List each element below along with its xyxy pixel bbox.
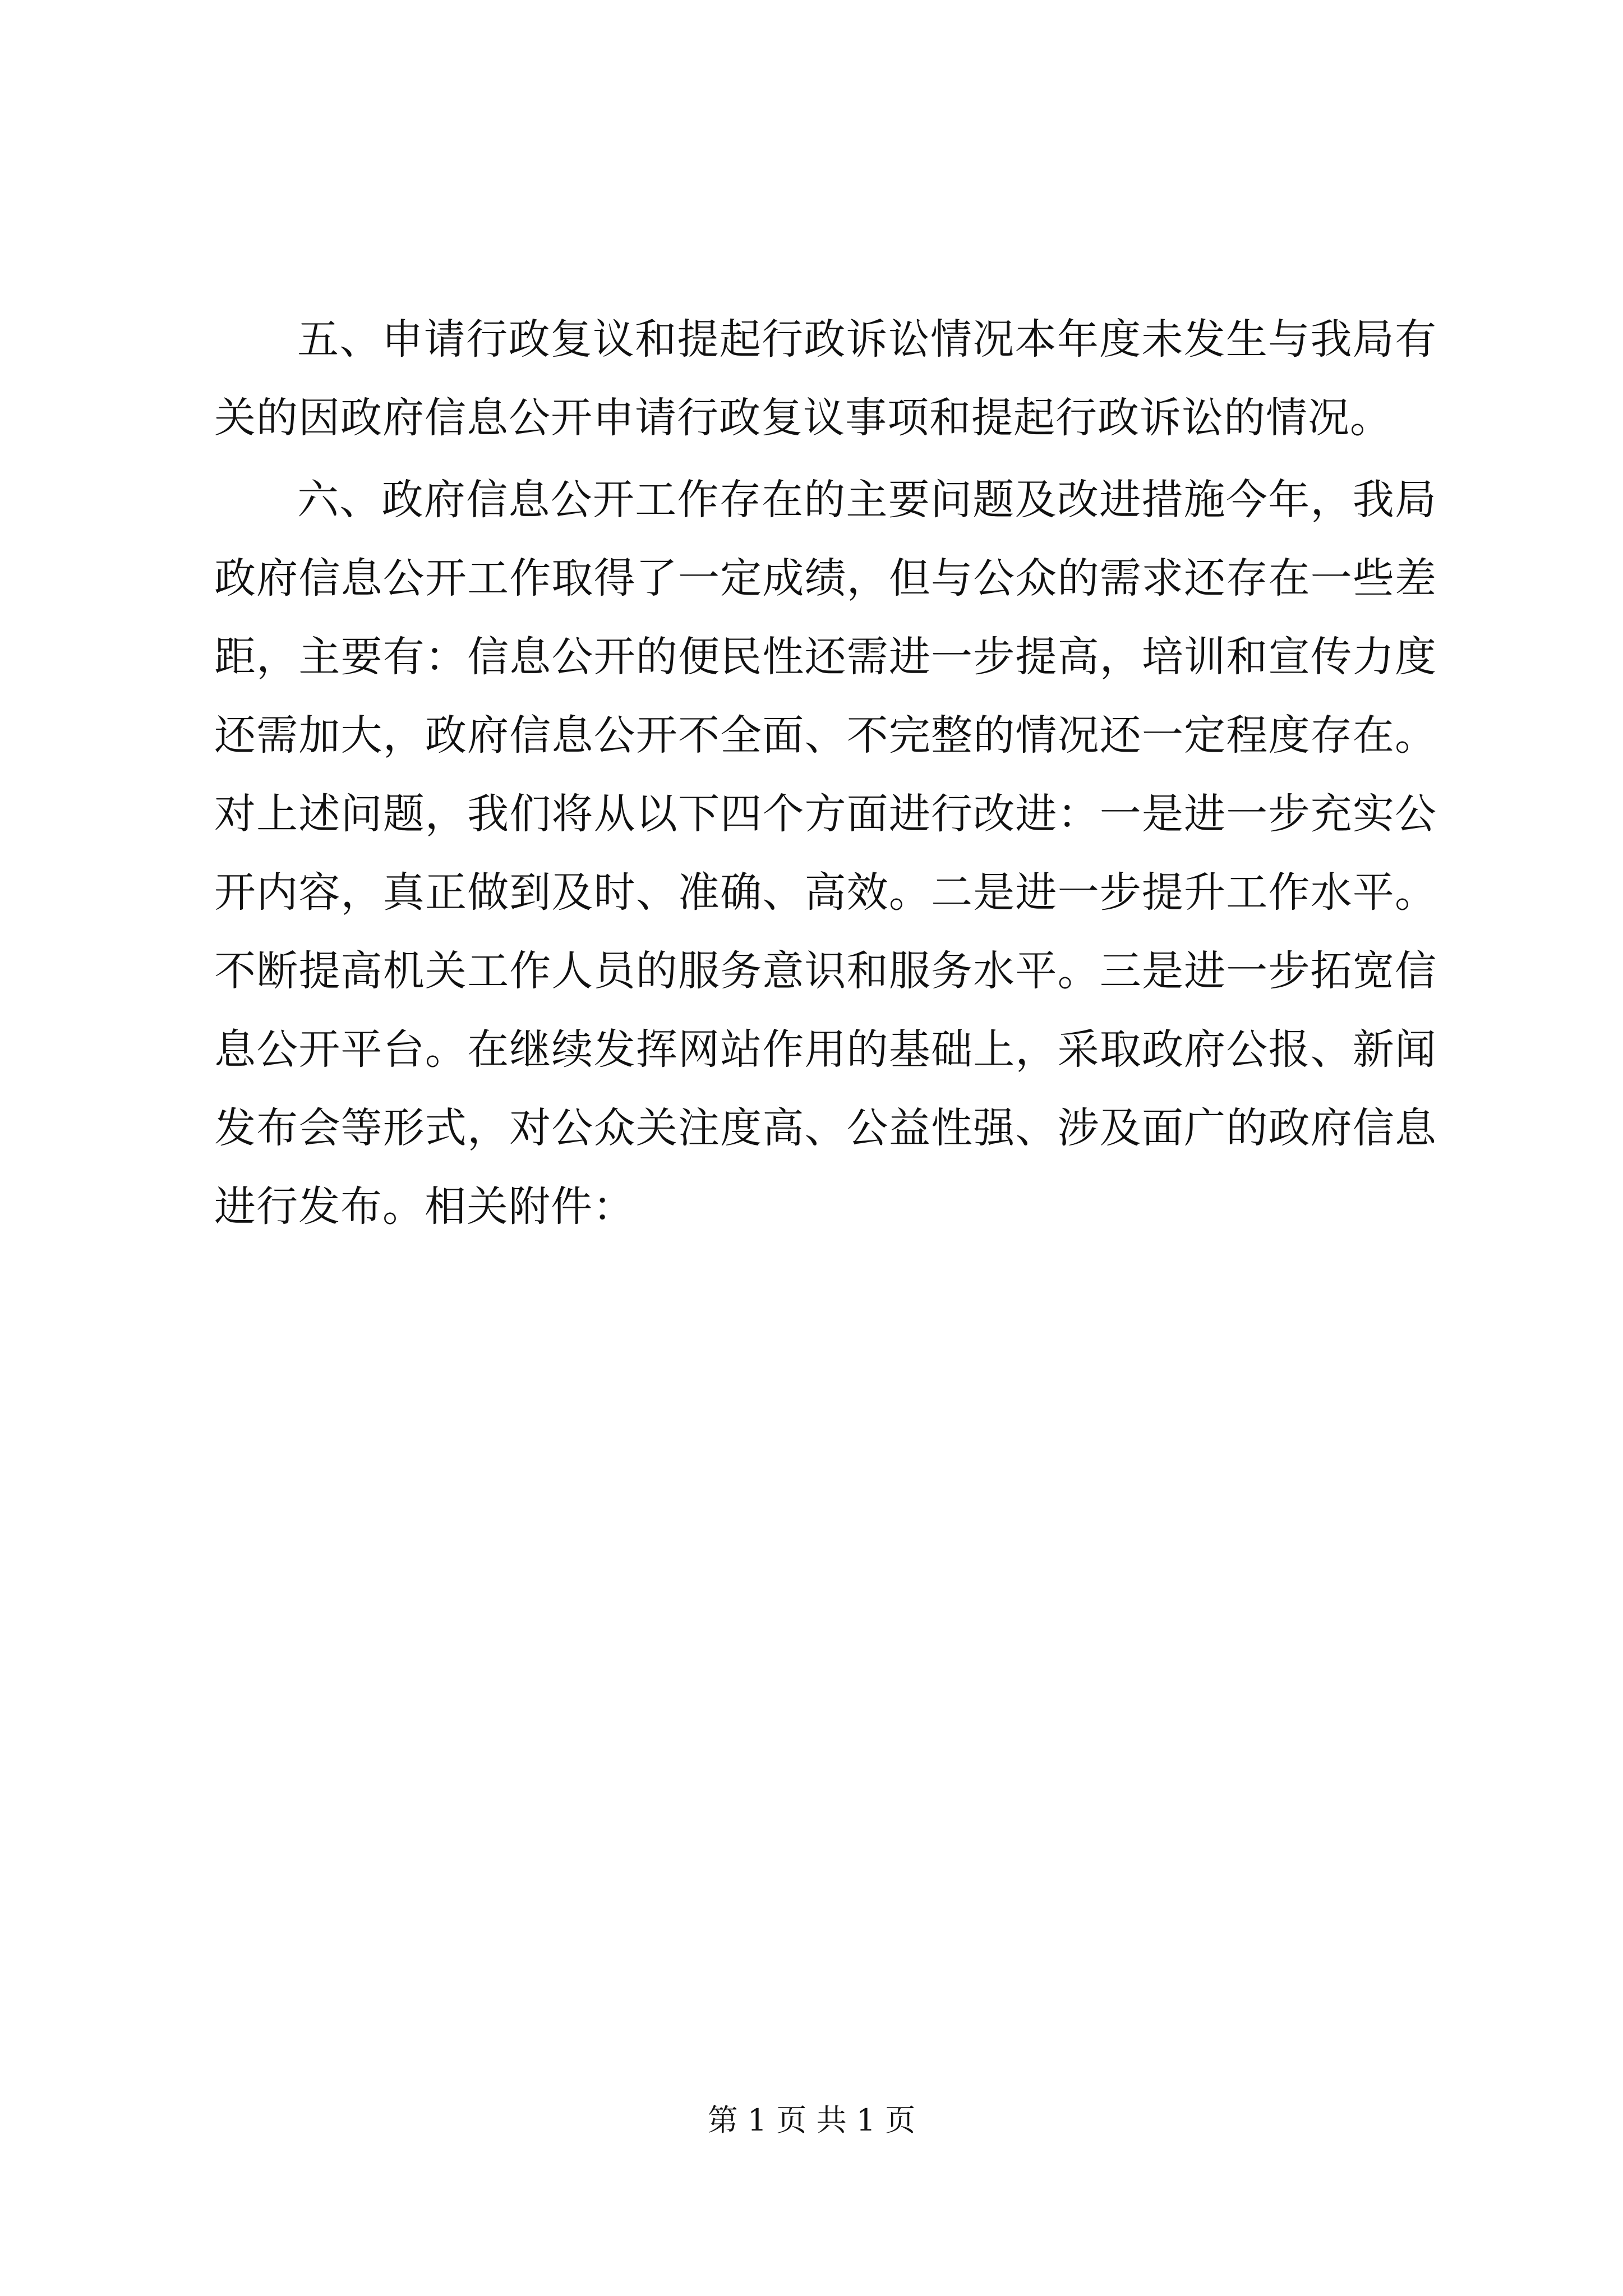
paragraph-six: 六、政府信息公开工作存在的主要问题及改进措施今年，我局政府信息公开工作取得了一定成绩，但与公众的需求还存在一些差距，主要有：信息公开的便民性还需进一步提高，培训和宣传力度还需加大，政府信息公开不全面、不完整的情况还一定程度存在。对上述问题，我们将从以下四个方面进行改进：一是进一步充实公开内容，真正做到及时、准确、高效。二是进一步提升工作水平。不断提高机关工作人员的服务意识和服务水平。三是进一步拓宽信息公开平台。在继续发挥网站作用的基础上，采取政府公报、新闻发布会等形式，对公众关注度高、公益性强、涉及面广的政府信息进行发布。相关附件：: [214, 476, 1437, 1231]
page-footer: 第 1 页 共 1 页: [707, 2102, 916, 2138]
document-body: [214, 300, 1437, 1249]
paragraph-five: 五、申请行政复议和提起行政诉讼情况本年度未发生与我局有关的因政府信息公开申请行政复议事项和提起行政诉讼的情况。: [214, 315, 1437, 442]
